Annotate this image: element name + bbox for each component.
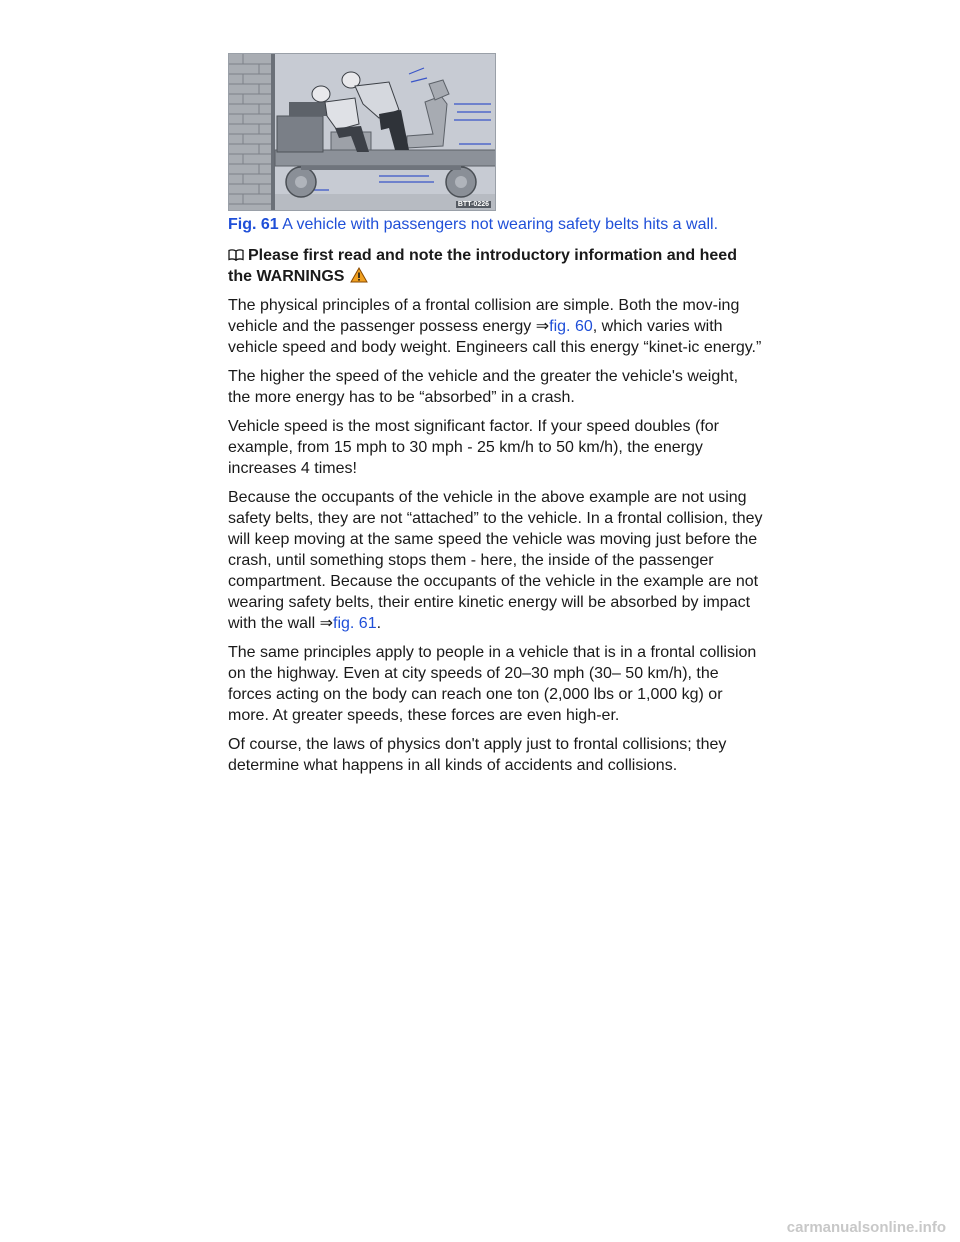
paragraph-4: [228, 487, 763, 634]
site-watermark: carmanualsonline.info: [786, 1219, 946, 1236]
section-body: [228, 245, 763, 784]
arrow-icon: ⇒: [319, 615, 333, 632]
paragraph-1-text-b: , which varies with vehicle speed and body weight. Engineers call this energy “kinet-ic energy.”: [228, 318, 762, 356]
figure-caption-text: A vehicle with passengers not wearing safety belts hits a wall.: [278, 216, 719, 233]
paragraph-2: The higher the speed of the vehicle and the greater the vehicle's weight, the more energy has to be “absorbed” in a crash.: [228, 368, 739, 406]
paragraph-6: Of course, the laws of physics don't apply just to frontal collisions; they determine what happens in all kinds of accidents and collisions.: [228, 736, 727, 774]
paragraph-4-text-b: .: [376, 615, 382, 632]
figure-number: Fig. 61: [228, 216, 279, 233]
paragraph-3: Vehicle speed is the most significant factor. If your speed doubles (for example, from 15 mph to 30 mph - 25 km/h to 50 km/h), the energy increases 4 times!: [228, 418, 719, 477]
book-icon: [228, 249, 244, 261]
fig-60-link[interactable]: fig. 60: [549, 318, 593, 335]
intro-notice: [228, 245, 763, 287]
fig-61-link[interactable]: fig. 61: [333, 615, 377, 632]
intro-text: Please first read and note the introductory information and heed the WARNINGS: [228, 247, 737, 285]
arrow-icon: ⇒: [535, 318, 550, 335]
figure-code-label: BTT-0226: [457, 201, 489, 208]
paragraph-4-text-a: Because the occupants of the vehicle in the above example are not using safety belts, they are not “attached” to the vehicle. In a frontal collision, they will keep moving at the same speed the vehicle was moving just before the crash, until something stops them - here, the inside of the passenger compartment. Because the occupants of the vehicle in the example are not wearing safety belts, their entire kinetic energy will be absorbed by impact with the wall: [228, 489, 763, 632]
warning-triangle-icon[interactable]: [350, 267, 368, 283]
paragraph-1-text-a: The physical principles of a frontal collision are simple. Both the mov-ing vehicle and the passenger possess energy: [228, 297, 740, 335]
paragraph-1: [228, 295, 763, 358]
crash-illustration: [228, 53, 496, 211]
paragraph-5: The same principles apply to people in a vehicle that is in a frontal collision on the highway. Even at city speeds of 20–30 mph (30– 50 km/h), the forces acting on the body can reach one ton (2,000 lbs or 1,000 kg) or more. At greater speeds, these forces are even high-er.: [228, 644, 757, 724]
figure-caption: [228, 216, 718, 234]
crash-scene-drawing: [229, 54, 496, 211]
